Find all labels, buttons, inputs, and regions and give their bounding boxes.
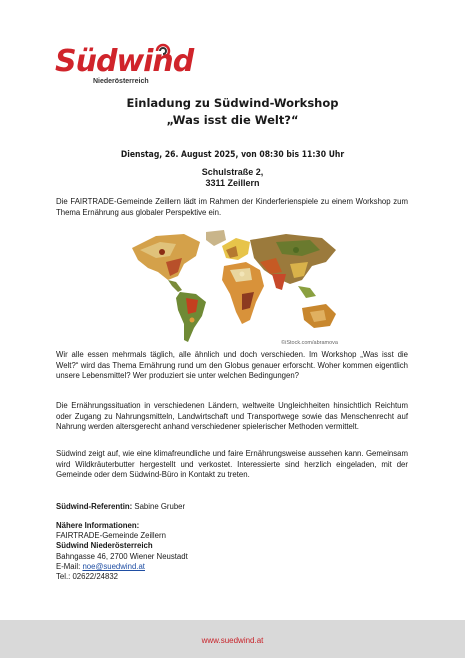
contact-address: Bahngasse 46, 2700 Wiener Neustadt [56,551,188,561]
event-city: 3311 Zeillern [205,178,260,188]
body-paragraph-2: Die Ernährungssituation in verschiedenen Ländern, weltweite Ungleichheiten hinsichtlich Reichtum oder Zugang zu Nahrungsmitteln, Landwirtschaft und Transportwege sowie das Menschenrecht auf Nahrung werden altersgerecht anhand verschiedener spielerischer Methoden vermittelt. [56,401,408,432]
body-paragraph-3: Südwind zeigt auf, wie eine klimafreundliche und faire Ernährungsweise aussehen kann. Gemeinsam wird Wildkräuterbutter hergestellt und verkostet. Interessierte sind herzlich eingeladen, mit der Gemeinde oder dem Südwind-Büro in Kontakt zu treten. [56,449,408,480]
contact-block [56,521,188,582]
event-date: Dienstag, 26. August 2025, von 08:30 bis 11:30 Uhr [120,150,345,160]
page-subtitle: „Was isst die Welt?“ [166,113,299,127]
spice-world-map-image [126,228,340,346]
wind-swirl-icon [154,42,172,60]
email-label: E-Mail: [56,561,83,571]
contact-phone: Tel.: 02622/24832 [56,572,118,582]
contact-email-line [56,562,188,572]
logo-wordmark: Südwind [55,44,194,79]
referent-line [56,502,185,511]
contact-heading: Nähere Informationen: [56,521,140,530]
image-credit: ©iStock.com/abramova [281,340,338,346]
event-street: Schulstraße 2, [201,167,264,177]
referent-label: Südwind-Referentin: [56,502,133,511]
page-title: Einladung zu Südwind-Workshop [126,96,339,110]
suedwind-logo [55,42,194,92]
body-paragraph-1: Wir alle essen mehrmals täglich, alle ähnlich und doch verschieden. Im Workshop „Was isst die Welt?“ wird das Thema Ernährung rund um den Globus genauer erforscht. Woher kommen eigentlich unsere Lebensmittel? Wer produziert sie unter welchen Bedingungen? [56,350,408,381]
referent-name: Sabine Gruber [132,502,186,511]
footer-website-link[interactable]: www.suedwind.at [201,636,264,645]
intro-paragraph: Die FAIRTRADE-Gemeinde Zeillern lädt im Rahmen der Kinderferienspiele zu einem Workshop zum Thema Ernährung aus globaler Perspektive ein. [56,197,408,217]
spice-world-map-icon [126,228,340,346]
contact-org-suedwind: Südwind Niederösterreich [56,541,153,551]
contact-org-municipality: FAIRTRADE-Gemeinde Zeillern [56,531,166,541]
logo-region: Niederösterreich [93,78,149,85]
email-link[interactable]: noe@suedwind.at [82,561,145,571]
